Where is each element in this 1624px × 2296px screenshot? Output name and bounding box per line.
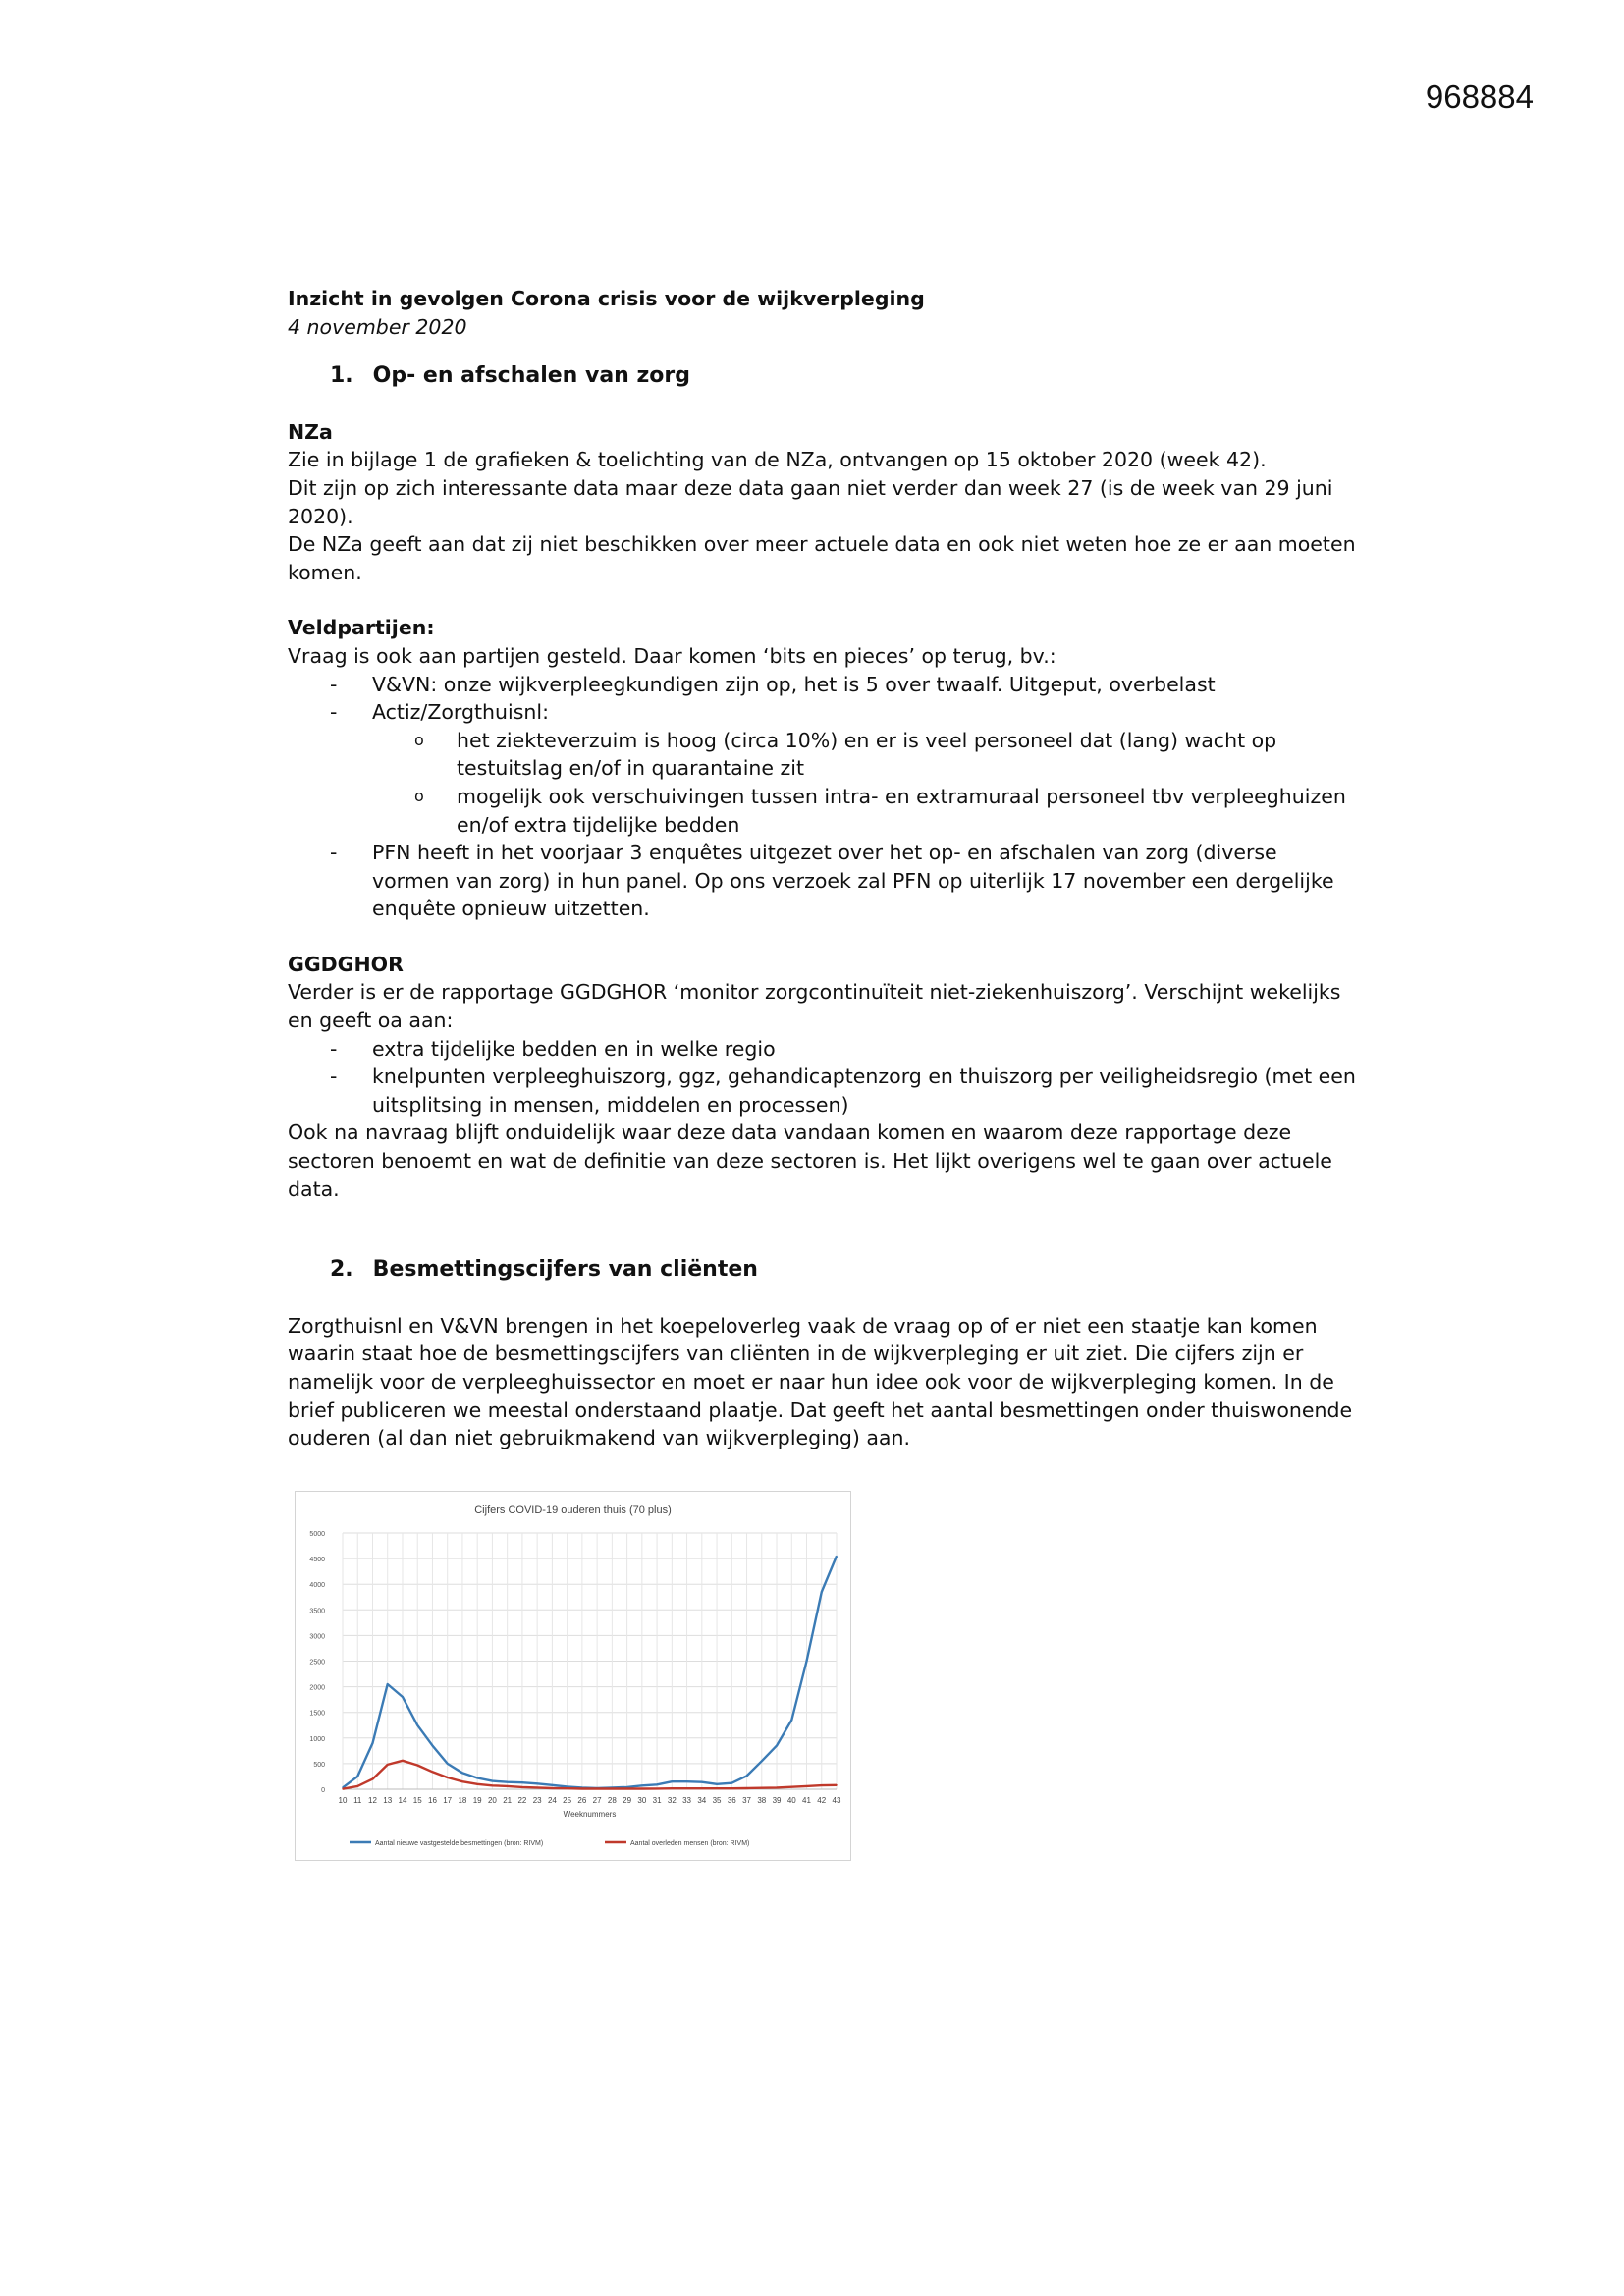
data-point	[432, 1745, 434, 1747]
x-tick-label: 38	[757, 1796, 767, 1805]
ggdghor-intro: Verder is er de rapportage GGDGHOR ‘monitor zorgcontinuïteit niet-ziekenhuiszorg’. Verschijnt wekelijks en geeft oa aan:	[288, 980, 1341, 1033]
data-point	[356, 1785, 358, 1787]
data-point	[716, 1787, 718, 1789]
x-tick-label: 23	[532, 1796, 542, 1805]
x-tick-label: 13	[383, 1796, 393, 1805]
data-point	[372, 1742, 374, 1744]
y-tick-label: 1000	[309, 1735, 325, 1743]
y-tick-label: 1500	[309, 1710, 325, 1718]
x-tick-label: 16	[428, 1796, 437, 1805]
x-tick-label: 30	[637, 1796, 647, 1805]
data-point	[806, 1661, 808, 1663]
section-1-number: 1.	[330, 363, 353, 389]
data-point	[492, 1780, 494, 1782]
x-tick-label: 24	[547, 1796, 557, 1805]
x-tick-label: 25	[563, 1796, 572, 1805]
x-tick-label: 10	[338, 1796, 348, 1805]
data-point	[836, 1556, 838, 1558]
data-point	[731, 1787, 733, 1789]
data-point	[521, 1786, 523, 1788]
sub-list-item: o het ziekteverzuim is hoog (circa 10%) en er is veel personeel dat (lang) wacht op testuitslag en/of in quarantaine zit	[372, 727, 1358, 783]
data-point	[656, 1788, 658, 1790]
series-line-1	[343, 1557, 837, 1789]
y-tick-label: 4000	[309, 1582, 325, 1590]
x-tick-label: 36	[727, 1796, 736, 1805]
document-date: 4 november 2020	[288, 314, 467, 339]
x-tick-label: 39	[772, 1796, 782, 1805]
data-point	[581, 1788, 583, 1790]
data-point	[552, 1787, 554, 1789]
x-tick-label: 41	[802, 1796, 811, 1805]
document-title: Inzicht in gevolgen Corona crisis voor de wijkverpleging	[288, 287, 925, 310]
data-point	[612, 1788, 614, 1790]
x-tick-label: 15	[412, 1796, 422, 1805]
data-point	[790, 1786, 792, 1788]
data-point	[836, 1784, 838, 1786]
x-tick-label: 34	[697, 1796, 707, 1805]
data-point	[776, 1787, 778, 1789]
x-tick-label: 42	[817, 1796, 827, 1805]
data-point	[461, 1772, 463, 1774]
section-1-title: Op- en afschalen van zorg	[372, 363, 691, 389]
data-point	[790, 1720, 792, 1722]
y-tick-label: 500	[313, 1761, 325, 1769]
section-2-number: 2.	[330, 1257, 353, 1283]
data-point	[761, 1760, 763, 1762]
data-point	[387, 1683, 389, 1685]
series-line-2	[343, 1761, 837, 1789]
nza-heading: NZa	[288, 419, 333, 444]
data-point	[521, 1781, 523, 1783]
list-item: - extra tijdelijke bedden en in welke regio	[288, 1035, 1358, 1064]
x-tick-label: 26	[577, 1796, 587, 1805]
data-point	[432, 1771, 434, 1773]
data-point	[761, 1787, 763, 1789]
data-point	[476, 1783, 478, 1785]
x-tick-label: 20	[487, 1796, 497, 1805]
data-point	[342, 1788, 344, 1790]
data-point	[356, 1776, 358, 1777]
data-point	[701, 1781, 703, 1783]
data-point	[567, 1787, 568, 1789]
data-point	[476, 1777, 478, 1779]
ggdghor-list	[288, 1035, 1358, 1120]
list-item: - PFN heeft in het voorjaar 3 enquêtes uitgezet over het op- en afschalen van zorg (diverse vormen van zorg) in hun panel. Op ons verzoek zal PFN op uiterlijk 17 november een dergelijke enquête opnieuw uitzetten.	[288, 839, 1358, 923]
data-point	[536, 1782, 538, 1784]
x-tick-label: 11	[353, 1796, 362, 1805]
data-point	[776, 1745, 778, 1747]
nza-line: Dit zijn op zich interessante data maar deze data gaan niet verder dan week 27 (is de week van 29 juni 2020).	[288, 475, 1333, 528]
data-point	[402, 1696, 404, 1698]
ggdghor-heading: GGDGHOR	[288, 952, 404, 976]
data-point	[716, 1783, 718, 1785]
data-point	[686, 1787, 688, 1789]
data-point	[447, 1777, 449, 1778]
x-axis-label: Weeknummers	[563, 1810, 617, 1819]
data-point	[641, 1785, 643, 1787]
legend-label: Aantal nieuwe vastgestelde besmettingen (bron: RIVM)	[375, 1840, 544, 1847]
x-tick-label: 32	[667, 1796, 677, 1805]
x-tick-label: 43	[832, 1796, 841, 1805]
x-tick-label: 37	[742, 1796, 751, 1805]
x-tick-label: 17	[443, 1796, 453, 1805]
y-tick-label: 4500	[309, 1557, 325, 1564]
y-tick-label: 3000	[309, 1633, 325, 1641]
data-point	[731, 1782, 733, 1784]
document-body	[288, 285, 1358, 1452]
data-point	[656, 1784, 658, 1786]
x-tick-label: 33	[682, 1796, 692, 1805]
list-item: - Actiz/Zorgthuisnl: o het ziekteverzuim is hoog (circa 10%) en er is veel personeel dat (lang) wacht op testuitslag en/of in quarantaine zit o mogelijk ook verschuivingen tussen intra- en extramuraal personeel tbv verpleeghuizen en/of extra tijdelijke bedden	[288, 698, 1358, 839]
section-2-heading	[330, 1256, 1358, 1285]
sub-list	[372, 727, 1358, 839]
x-tick-label: 14	[398, 1796, 407, 1805]
veldpartijen-intro: Vraag is ook aan partijen gesteld. Daar komen ‘bits en pieces’ op terug, bv.:	[288, 643, 1056, 668]
section-2-title: Besmettingscijfers van cliënten	[372, 1257, 758, 1283]
data-point	[806, 1785, 808, 1787]
chart-svg	[296, 1492, 850, 1860]
y-tick-label: 3500	[309, 1608, 325, 1615]
x-tick-label: 12	[368, 1796, 377, 1805]
x-tick-label: 27	[592, 1796, 602, 1805]
data-point	[641, 1788, 643, 1790]
data-point	[567, 1786, 568, 1788]
nza-line: Zie in bijlage 1 de grafieken & toelichting van de NZa, ontvangen op 15 oktober 2020 (week 42).	[288, 448, 1267, 472]
data-point	[507, 1781, 509, 1783]
y-tick-label: 0	[321, 1787, 325, 1794]
nza-line: De NZa geeft aan dat zij niet beschikken over meer actuele data en ook niet weten hoe ze er aan moeten komen.	[288, 532, 1356, 584]
x-tick-label: 22	[517, 1796, 527, 1805]
data-point	[372, 1778, 374, 1780]
data-point	[672, 1787, 674, 1789]
x-tick-label: 21	[503, 1796, 513, 1805]
legend-label: Aantal overleden mensen (bron: RIVM)	[630, 1840, 750, 1847]
veldpartijen-list	[288, 671, 1358, 923]
data-point	[746, 1776, 748, 1777]
data-point	[387, 1764, 389, 1766]
list-item: - knelpunten verpleeghuiszorg, ggz, gehandicaptenzorg en thuiszorg per veiligheidsregio (met een uitsplitsing in mensen, middelen en processen)	[288, 1063, 1358, 1119]
veldpartijen-heading: Veldpartijen:	[288, 616, 435, 640]
data-point	[492, 1785, 494, 1787]
list-item: - V&VN: onze wijkverpleegkundigen zijn op, het is 5 over twaalf. Uitgeput, overbelast	[288, 671, 1358, 699]
x-tick-label: 18	[458, 1796, 467, 1805]
data-point	[447, 1763, 449, 1765]
y-tick-label: 2000	[309, 1684, 325, 1692]
data-point	[416, 1724, 418, 1726]
data-point	[701, 1787, 703, 1789]
data-point	[626, 1788, 628, 1790]
section-2-paragraph: Zorgthuisnl en V&VN brengen in het koepeloverleg vaak de vraag op of er niet een staatje kan komen waarin staat hoe de besmettingscijfers van cliënten in de wijkverpleging er uit ziet. Die cijfers zijn er namelijk voor de verpleeghuissector en moet er naar hun idee ook voor de wijkverpleging komen. In de brief publiceren we meestal onderstaand plaatje. Dat geeft het aantal besmettingen onder thuiswonende ouderen (al dan niet gebruikmakend van wijkverpleging) aan.	[288, 1313, 1353, 1450]
data-point	[461, 1780, 463, 1782]
section-1-heading	[330, 362, 1358, 391]
data-point	[416, 1765, 418, 1767]
data-point	[536, 1787, 538, 1789]
y-tick-label: 5000	[309, 1531, 325, 1538]
x-tick-label: 40	[786, 1796, 796, 1805]
data-point	[552, 1784, 554, 1786]
chart-title: Cijfers COVID-19 ouderen thuis (70 plus)	[474, 1504, 672, 1516]
covid-chart	[295, 1491, 851, 1861]
sub-list-item: o mogelijk ook verschuivingen tussen intra- en extramuraal personeel tbv verpleeghuizen en/of extra tijdelijke bedden	[372, 783, 1358, 839]
data-point	[686, 1780, 688, 1782]
y-tick-label: 2500	[309, 1659, 325, 1667]
document-number: 968884	[1425, 79, 1534, 115]
data-point	[672, 1780, 674, 1782]
x-tick-label: 31	[652, 1796, 662, 1805]
data-point	[821, 1784, 823, 1786]
ggdghor-outro: Ook na navraag blijft onduidelijk waar deze data vandaan komen en waarom deze rapportage deze sectoren benoemt en wat de definitie van deze sectoren is. Het lijkt overigens wel te gaan over actuele data.	[288, 1121, 1332, 1201]
x-tick-label: 28	[607, 1796, 617, 1805]
data-point	[821, 1591, 823, 1593]
data-point	[402, 1760, 404, 1762]
x-tick-label: 29	[623, 1796, 632, 1805]
data-point	[507, 1785, 509, 1787]
x-tick-label: 19	[472, 1796, 482, 1805]
data-point	[596, 1788, 598, 1790]
x-tick-label: 35	[712, 1796, 722, 1805]
data-point	[746, 1787, 748, 1789]
